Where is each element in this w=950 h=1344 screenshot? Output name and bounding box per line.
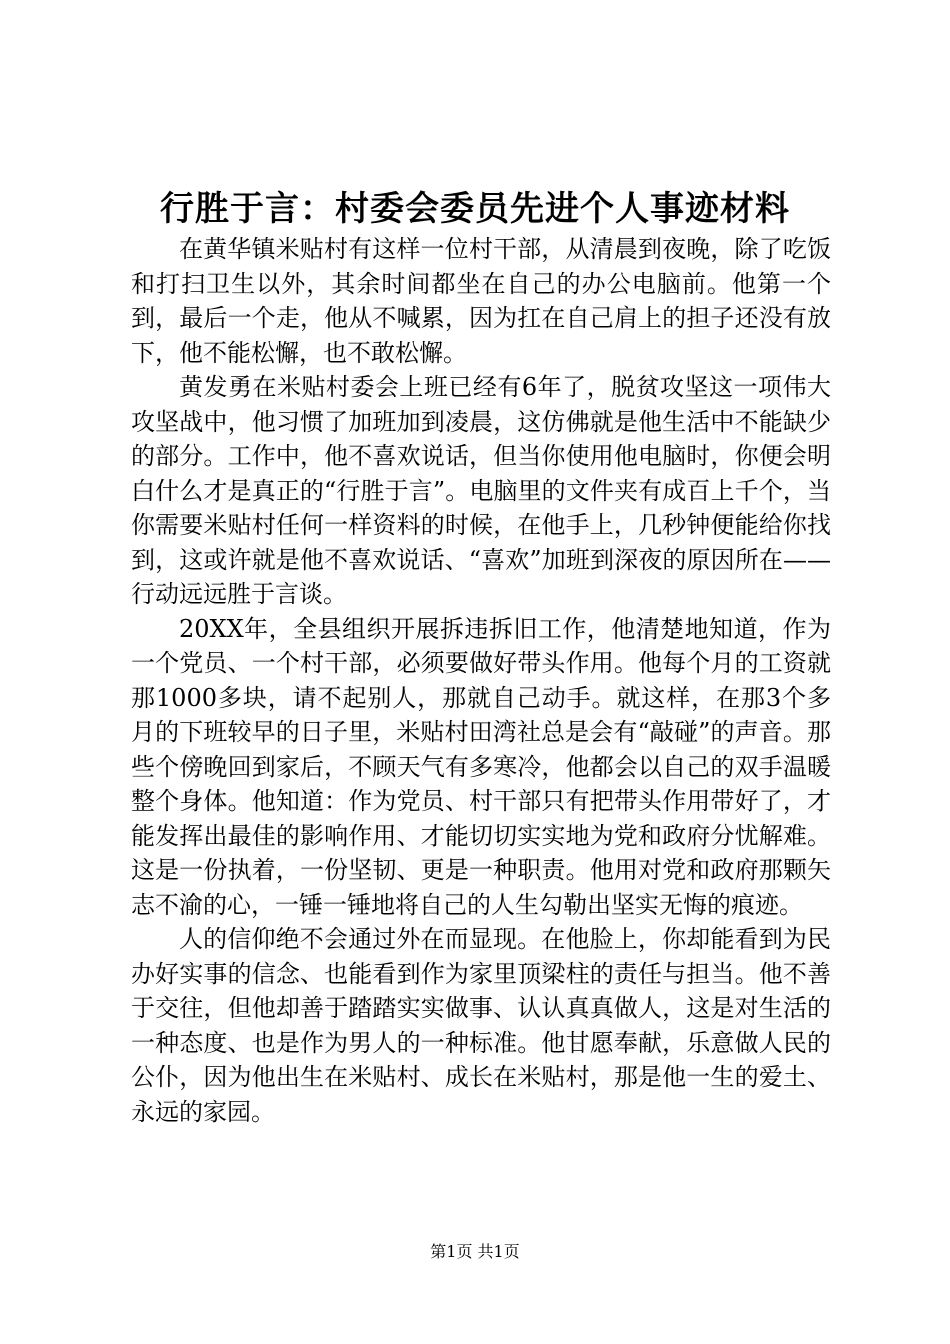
paragraph-3: 20XX年，全县组织开展拆违拆旧工作，他清楚地知道，作为一个党员、一个村干部，必须要做好带头作用。他每个月的工资就那1000多块，请不起别人，那就自己动手。就这样，在那3个多月的下班较早的日子里，米贴村田湾社总是会有“敲碰”的声音。那些个傍晚回到家后，不顾天气有多寒冷，他都会以自己的双手温暖整个身体。他知道：作为党员、村干部只有把带头作用带好了，才能发挥出最佳的影响作用、才能切切实实地为党和政府分忧解难。这是一份执着，一份坚韧、更是一种职责。他用对党和政府那颗矢志不渝的心，一锤一锤地将自己的人生勾勒出坚实无悔的痕迹。 <box>131 614 831 919</box>
document-title: 行胜于言：村委会委员先进个人事迹材料 <box>160 189 790 229</box>
page-number-footer: 第1页 共1页 <box>430 1242 520 1261</box>
paragraph-4: 人的信仰绝不会通过外在而显现。在他脸上，你却能看到为民办好实事的信念、也能看到作为家里顶梁柱的责任与担当。他不善于交往，但他却善于踏踏实实做事、认认真真做人，这是对生活的一种态度、也是作为男人的一种标准。他甘愿奉献，乐意做人民的公仆，因为他出生在米贴村、成长在米贴村，那是他一生的爱土、永远的家园。 <box>131 925 831 1126</box>
document-body <box>131 232 831 1129</box>
paragraph-1: 在黄华镇米贴村有这样一位村干部，从清晨到夜晚，除了吃饭和打扫卫生以外，其余时间都坐在自己的办公电脑前。他第一个到，最后一个走，他从不喊累，因为扛在自己肩上的担子还没有放下，他不能松懈，也不敢松懈。 <box>131 235 831 367</box>
paragraph-2: 黄发勇在米贴村委会上班已经有6年了，脱贫攻坚这一项伟大攻坚战中，他习惯了加班加到凌晨，这仿佛就是他生活中不能缺少的部分。工作中，他不喜欢说话，但当你使用他电脑时，你便会明白什么才是真正的“行胜于言”。电脑里的文件夹有成百上千个，当你需要米贴村任何一样资料的时候，在他手上，几秒钟便能给你找到，这或许就是他不喜欢说话、“喜欢”加班到深夜的原因所在——行动远远胜于言谈。 <box>131 373 831 608</box>
